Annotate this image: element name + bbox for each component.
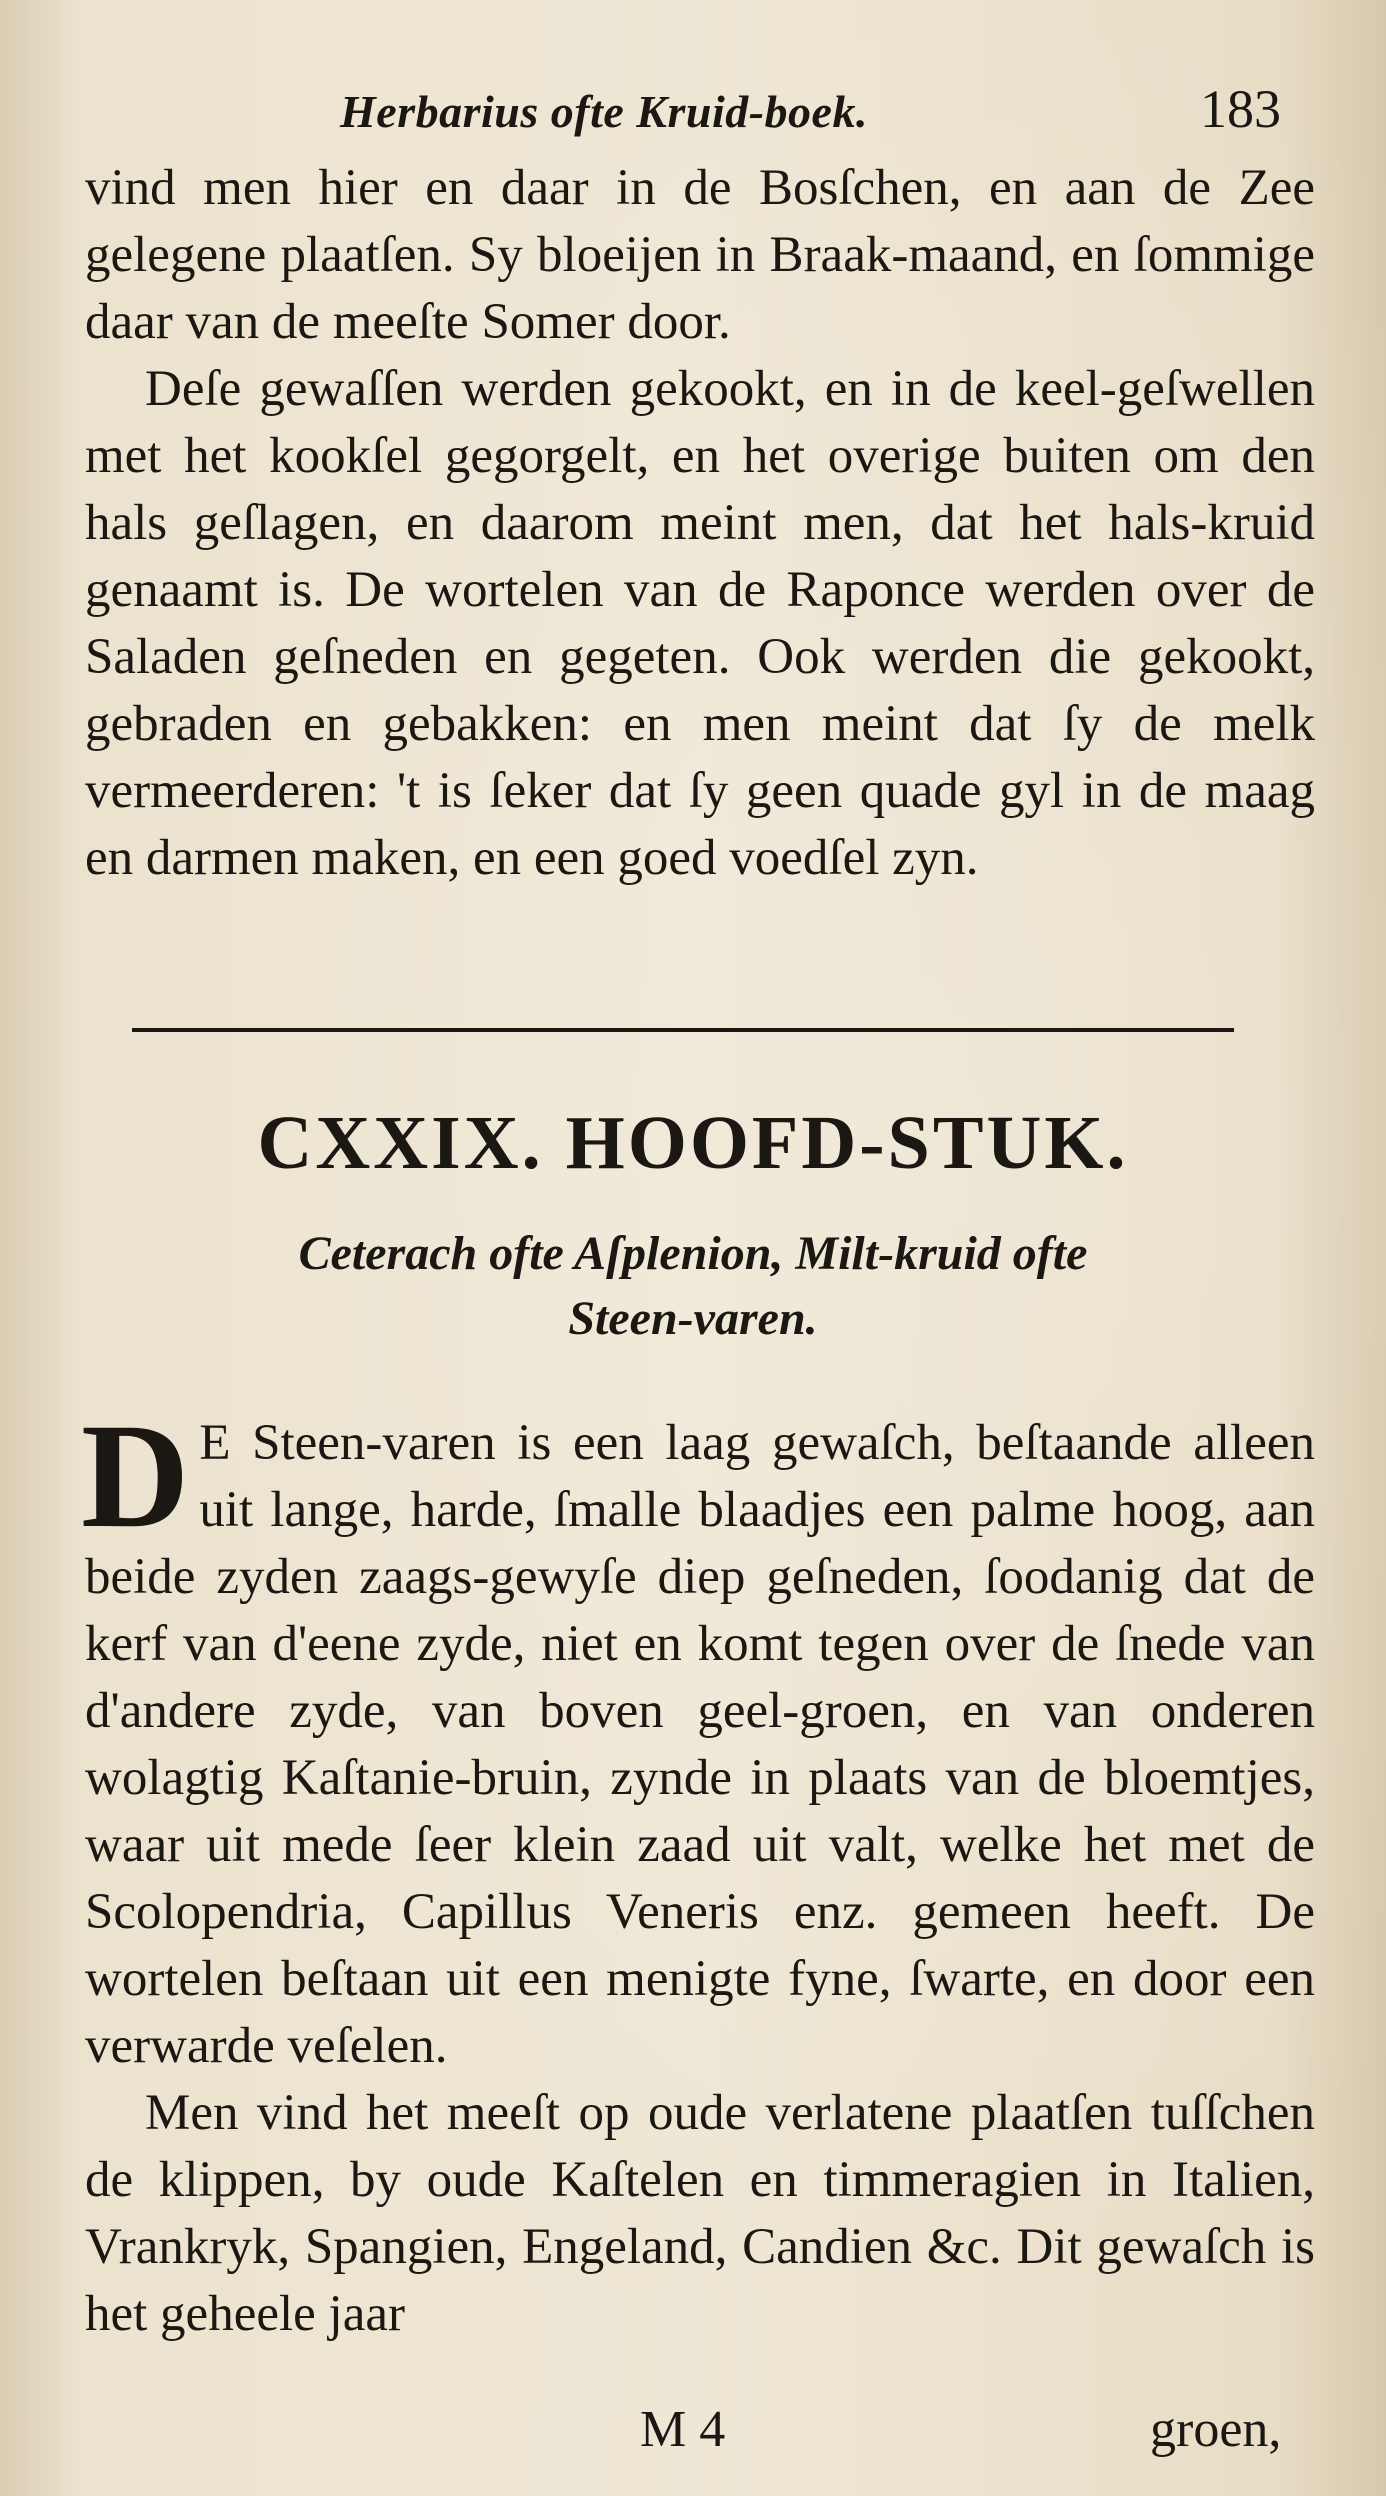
chapter-subtitle-line-1: Ceterach ofte Aſplenion, Milt-kruid ofte [298, 1227, 1088, 1280]
lower-paragraph-2: Men vind het meeſt op oude verlatene plaatſen tuſſchen de klippen, by oude Kaſtelen en timmeragien in Italien, Vrankryk, Spangien, Engeland, Candien &c. Dit gewaſch is het geheele jaar [85, 2085, 1315, 2342]
upper-text-block [85, 155, 1315, 892]
drop-cap: D [81, 1393, 190, 1559]
lower-text-block [81, 1393, 1315, 2348]
running-title: Herbarius ofte Kruid-boek. [340, 86, 868, 137]
upper-paragraph-1: vind men hier en daar in de Bosſchen, en aan de Zee gelegene plaatſen. Sy bloeijen in Braak-maand, en ſommige daar van de meeſte Somer door. [85, 160, 1315, 350]
section-divider-rule [132, 1028, 1234, 1032]
catchword: groen, [1150, 2401, 1282, 2458]
signature-mark: M 4 [640, 2401, 726, 2458]
page-number: 183 [1200, 79, 1281, 139]
chapter-title: CXXIX. HOOFD-STUK. [257, 1101, 1129, 1185]
upper-paragraph-2: Deſe gewaſſen werden gekookt, en in de keel-geſwellen met het kookſel gegorgelt, en het overige buiten om den hals geſlagen, en daarom meint men, dat het hals-kruid genaamt is. De wortelen van de Raponce werden over de Saladen geſneden en gegeten. Ook werden die gekookt, gebraden en gebakken: en men meint dat ſy de melk vermeerderen: 't is ſeker dat ſy geen quade gyl in de maag en darmen maken, en een goed voedſel zyn. [85, 361, 1315, 886]
chapter-subtitle-line-2: Steen-varen. [568, 1292, 818, 1345]
lower-paragraph-1: E Steen-varen is een laag gewaſch, beſtaande alleen uit lange, harde, ſmalle blaadjes een palme hoog, aan beide zyden zaags-gewyſe diep geſneden, ſoodanig dat de kerf van d'eene zyde, niet en komt tegen over de ſnede van d'andere zyde, van boven geel-groen, en van onderen wolagtig Kaſtanie-bruin, zynde in plaats van de bloemtjes, waar uit mede ſeer klein zaad uit valt, welke het met de Scolopendria, Capillus Veneris enz. gemeen heeft. De wortelen beſtaan uit een menigte fyne, ſwarte, en door een verwarde veſelen. [85, 1415, 1315, 2074]
